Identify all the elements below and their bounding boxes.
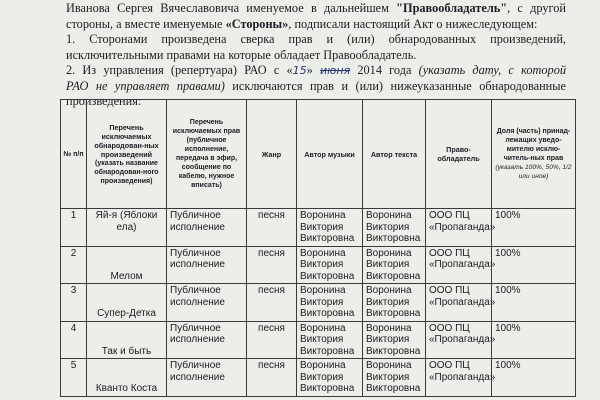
share-cell: 100% bbox=[492, 246, 576, 284]
table-row bbox=[61, 321, 576, 359]
table-header-row bbox=[61, 100, 576, 209]
work-title: Яй-я (Яблоки ела) bbox=[87, 209, 167, 247]
clause-1 bbox=[66, 32, 566, 63]
share-cell: 100% bbox=[492, 209, 576, 247]
music-author-cell: Воронина Виктория Викторовна bbox=[297, 284, 363, 322]
row-number: 2 bbox=[61, 246, 87, 284]
header-music-author: Автор музыки bbox=[297, 100, 363, 209]
header-rights: Перечень исключаемых прав (публичное исполнение, передача в эфир, сообщение по кабелю, нужное вписать) bbox=[167, 100, 247, 209]
text-author-cell: Воронина Виктория Викторовна bbox=[363, 284, 426, 322]
share-cell: 100% bbox=[492, 321, 576, 359]
right-holder-cell: ООО ПЦ «Пропаганда» bbox=[426, 321, 492, 359]
rights-cell: Публичное исполнение bbox=[167, 246, 247, 284]
header-text-author: Автор текста bbox=[363, 100, 426, 209]
right-holder-term: "Правообладатель" bbox=[396, 1, 508, 15]
rights-cell: Публичное исполнение bbox=[167, 321, 247, 359]
genre-cell: песня bbox=[247, 321, 297, 359]
excluded-works-table bbox=[60, 99, 576, 397]
header-work: Перечень исключаемых обнародован-ных произведений (указать название обнародован-ного произведения) bbox=[87, 100, 167, 209]
clause-1-line-2: исключительными правами на которые обладает Правообладатель. bbox=[66, 47, 417, 62]
rights-cell: Публичное исполнение bbox=[167, 284, 247, 322]
work-title: Так и быть bbox=[87, 321, 167, 359]
rights-cell: Публичное исполнение bbox=[167, 209, 247, 247]
share-cell: 100% bbox=[492, 284, 576, 322]
right-holder-cell: ООО ПЦ «Пропаганда» bbox=[426, 359, 492, 397]
music-author-cell: Воронина Виктория Викторовна bbox=[297, 246, 363, 284]
text-author-cell: Воронина Виктория Викторовна bbox=[363, 359, 426, 397]
work-title: Мелом bbox=[87, 246, 167, 284]
intro-line-1: Иванова Сергея Вячеславовича именуемое в дальнейшем "Правообладатель", с другой bbox=[66, 1, 566, 15]
right-holder-cell: ООО ПЦ «Пропаганда» bbox=[426, 209, 492, 247]
clause-2-line-3: произведения: bbox=[66, 94, 142, 109]
row-number: 3 bbox=[61, 284, 87, 322]
music-author-cell: Воронина Виктория Викторовна bbox=[297, 321, 363, 359]
text-author-cell: Воронина Виктория Викторовна bbox=[363, 321, 426, 359]
row-number: 1 bbox=[61, 209, 87, 247]
clause-2-line-2: РАО не управляет правами) исключаются прав и (или) нижеуказанные обнародованные bbox=[66, 78, 566, 93]
header-genre: Жанр bbox=[247, 100, 297, 209]
genre-cell: песня bbox=[247, 359, 297, 397]
work-title: Кванто Коста bbox=[87, 359, 167, 397]
text-author-cell: Воронина Виктория Викторовна bbox=[363, 209, 426, 247]
genre-cell: песня bbox=[247, 209, 297, 247]
table-row bbox=[61, 246, 576, 284]
parties-term: «Стороны» bbox=[225, 16, 289, 31]
share-cell: 100% bbox=[492, 359, 576, 397]
text-author-cell: Воронина Виктория Викторовна bbox=[363, 246, 426, 284]
clause-1-line-1: 1. Сторонами произведена сверка прав и (или) обнародованных произведений, bbox=[66, 32, 566, 46]
table-row bbox=[61, 209, 576, 247]
header-share: Доля (часть) принад-лежащих уведо-мителю исклю-читель-ных прав (указать 100%, 50%, 1/2 или иное) bbox=[492, 100, 576, 209]
music-author-cell: Воронина Виктория Викторовна bbox=[297, 359, 363, 397]
table-row bbox=[61, 284, 576, 322]
handwritten-date-day: 15 bbox=[292, 64, 307, 77]
genre-cell: песня bbox=[247, 246, 297, 284]
music-author-cell: Воронина Виктория Викторовна bbox=[297, 209, 363, 247]
row-number: 4 bbox=[61, 321, 87, 359]
intro-paragraph bbox=[66, 1, 566, 32]
table-row bbox=[61, 359, 576, 397]
header-num: № п/п bbox=[61, 100, 87, 209]
header-right-holder: Право-обладатель bbox=[426, 100, 492, 209]
row-number: 5 bbox=[61, 359, 87, 397]
work-title: Супер-Детка bbox=[87, 284, 167, 322]
right-holder-cell: ООО ПЦ «Пропаганда» bbox=[426, 284, 492, 322]
intro-line-2: стороны, а вместе именуемые «Стороны», подписали настоящий Акт о нижеследующем: bbox=[66, 16, 538, 31]
handwritten-date-month: июня bbox=[319, 64, 351, 77]
rights-cell: Публичное исполнение bbox=[167, 359, 247, 397]
clause-2-line-1: 2. Из управления (репертуара) РАО с «15» июня 2014 года (указать дату, с которой bbox=[66, 63, 566, 77]
right-holder-cell: ООО ПЦ «Пропаганда» bbox=[426, 246, 492, 284]
genre-cell: песня bbox=[247, 284, 297, 322]
